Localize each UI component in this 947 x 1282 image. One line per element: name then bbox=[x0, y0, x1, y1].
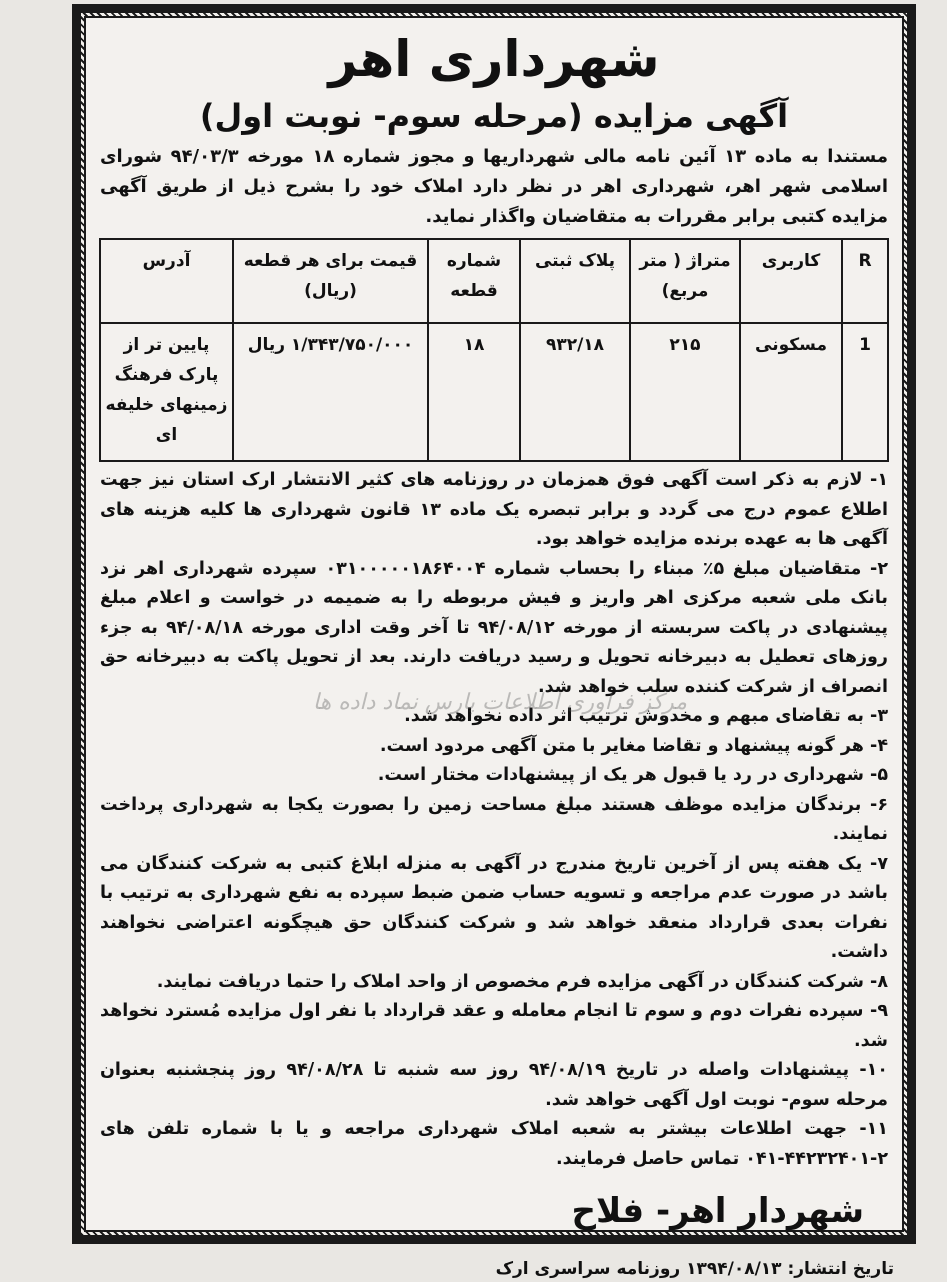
list-item: ۱- لازم به ذکر است آگهی فوق همزمان در روزنامه های کثیر الانتشار ارک استان نیز جهت اطلاع عموم درج می گردد و برابر تبصره یک ماده ۱۳ قانون شهرداری ها کلیه هزینه های آگهی ها به عهده برنده مزایده خواهد بود. bbox=[100, 470, 888, 549]
cell-r: 1 bbox=[842, 323, 888, 461]
mayor-signature: شهردار اهر- فلاح bbox=[571, 1191, 864, 1231]
property-table bbox=[99, 238, 889, 462]
table-row bbox=[100, 323, 888, 461]
list-item: ۴- هر گونه پیشنهاد و تقاضا مغایر با متن آگهی مردود است. bbox=[379, 735, 888, 756]
notice-subtitle: آگهی مزایده (مرحله سوم- نوبت اول) bbox=[199, 97, 789, 135]
publication-date: تاریخ انتشار: ۱۳۹۴/۰۸/۱۳ روزنامه سراسری ارک bbox=[495, 1259, 894, 1279]
watermark-stamp: مرکز فراوری اطلاعات پارس نماد داده ها bbox=[312, 690, 688, 715]
list-item: ۷- یک هفته پس از آخرین تاریخ مندرج در آگهی به منزله ابلاغ کتبی به شرکت کنندگان می باشد در صورت عدم مراجعه و تسویه حساب ضمن ضبط سپرده به نفع شهرداری به ترتیب با نفرات بعدی قرارداد منعقد خواهد شد و شرکت کنندگان حق هیچگونه اعتراضی نخواهند داشت. bbox=[100, 853, 888, 962]
page-title: شهرداری اهر bbox=[328, 30, 660, 88]
list-item: ۲- متقاضیان مبلغ ۵٪ مبناء را بحساب شماره ۰۳۱۰۰۰۰۰۱۸۶۴۰۰۴ سپرده شهرداری اهر نزد بانک ملی شعبه مرکزی اهر واریز و فیش مربوطه را به ضمیمه در خواست و اعلام مبلغ پیشنهادی در پاکت سربسته از مورخه ۹۴/۰۸/۱۲ تا آخر وقت اداری مورخه ۹۴/۰۸/۱۸ به جزء روزهای تعطیل به دبیرخانه تحویل و رسید دریافت دارند. بعد از تحویل پاکت به دبیرخانه حق انصراف از شرکت کننده سلب خواهد شد. bbox=[100, 558, 889, 697]
table-header-row bbox=[100, 239, 888, 323]
notice-content bbox=[94, 22, 894, 1282]
list-item: ۱۱- جهت اطلاعات بیشتر به شعبه املاک شهرداری مراجعه و یا با شماره تلفن های ۲-۴۴۲۳۲۴۰۱-۰۴۱ تماس حاصل فرمایند. bbox=[100, 1119, 888, 1169]
list-item: ۶- برندگان مزایده موظف هستند مبلغ مساحت زمین را بصورت یکجا به شهرداری پرداخت نمایند. bbox=[100, 794, 888, 844]
col-usage: کاربری bbox=[740, 239, 842, 323]
list-item: ۹- سپرده نفرات دوم و سوم تا انجام معامله و عقد قرارداد با نفر اول مزایده مُسترد نخواهد شد. bbox=[100, 1001, 888, 1051]
col-price: قیمت برای هر قطعه (ریال) bbox=[233, 239, 428, 323]
col-r: R bbox=[842, 239, 888, 323]
cell-address: پایین تر از پارک فرهنگ زمینهای خلیفه ای bbox=[100, 323, 233, 461]
cell-plaque: ۹۳۲/۱۸ bbox=[520, 323, 630, 461]
cell-area: ۲۱۵ bbox=[630, 323, 740, 461]
list-item: ۵- شهرداری در رد یا قبول هر یک از پیشنهادات مختار است. bbox=[377, 765, 888, 785]
col-lot: شماره قطعه bbox=[428, 239, 520, 323]
cell-price: ۱/۳۴۳/۷۵۰/۰۰۰ ریال bbox=[233, 323, 428, 461]
intro-paragraph: مستندا به ماده ۱۳ آئین نامه مالی شهرداریها و مجوز شماره ۱۸ مورخه ۹۴/۰۳/۳ شورای اسلامی شهر اهر، شهرداری اهر در نظر دارد املاک خود را بشرح ذیل از طریق آگهی مزایده کتبی برابر مقررات به متقاضیان واگذار نماید. bbox=[100, 146, 888, 227]
cell-lot: ۱۸ bbox=[428, 323, 520, 461]
list-item: ۸- شرکت کنندگان در آگهی مزایده فرم مخصوص از واحد املاک را حتما دریافت نمایند. bbox=[156, 971, 888, 992]
col-area: متراژ ( متر مربع) bbox=[630, 239, 740, 323]
cell-usage: مسکونی bbox=[740, 323, 842, 461]
col-address: آدرس bbox=[100, 239, 233, 323]
list-item: ۱۰- پیشنهادات واصله در تاریخ ۹۴/۰۸/۱۹ روز سه شنبه تا ۹۴/۰۸/۲۸ روز پنجشنبه بعنوان مرحله سوم- نوبت اول آگهی خواهد شد. bbox=[100, 1060, 888, 1110]
list-item: ۳- به تقاضای مبهم و مخدوش ترتیب اثر داده نخواهد شد. bbox=[404, 706, 888, 726]
conditions-list bbox=[94, 466, 894, 1174]
col-plaque: پلاک ثبتی bbox=[520, 239, 630, 323]
